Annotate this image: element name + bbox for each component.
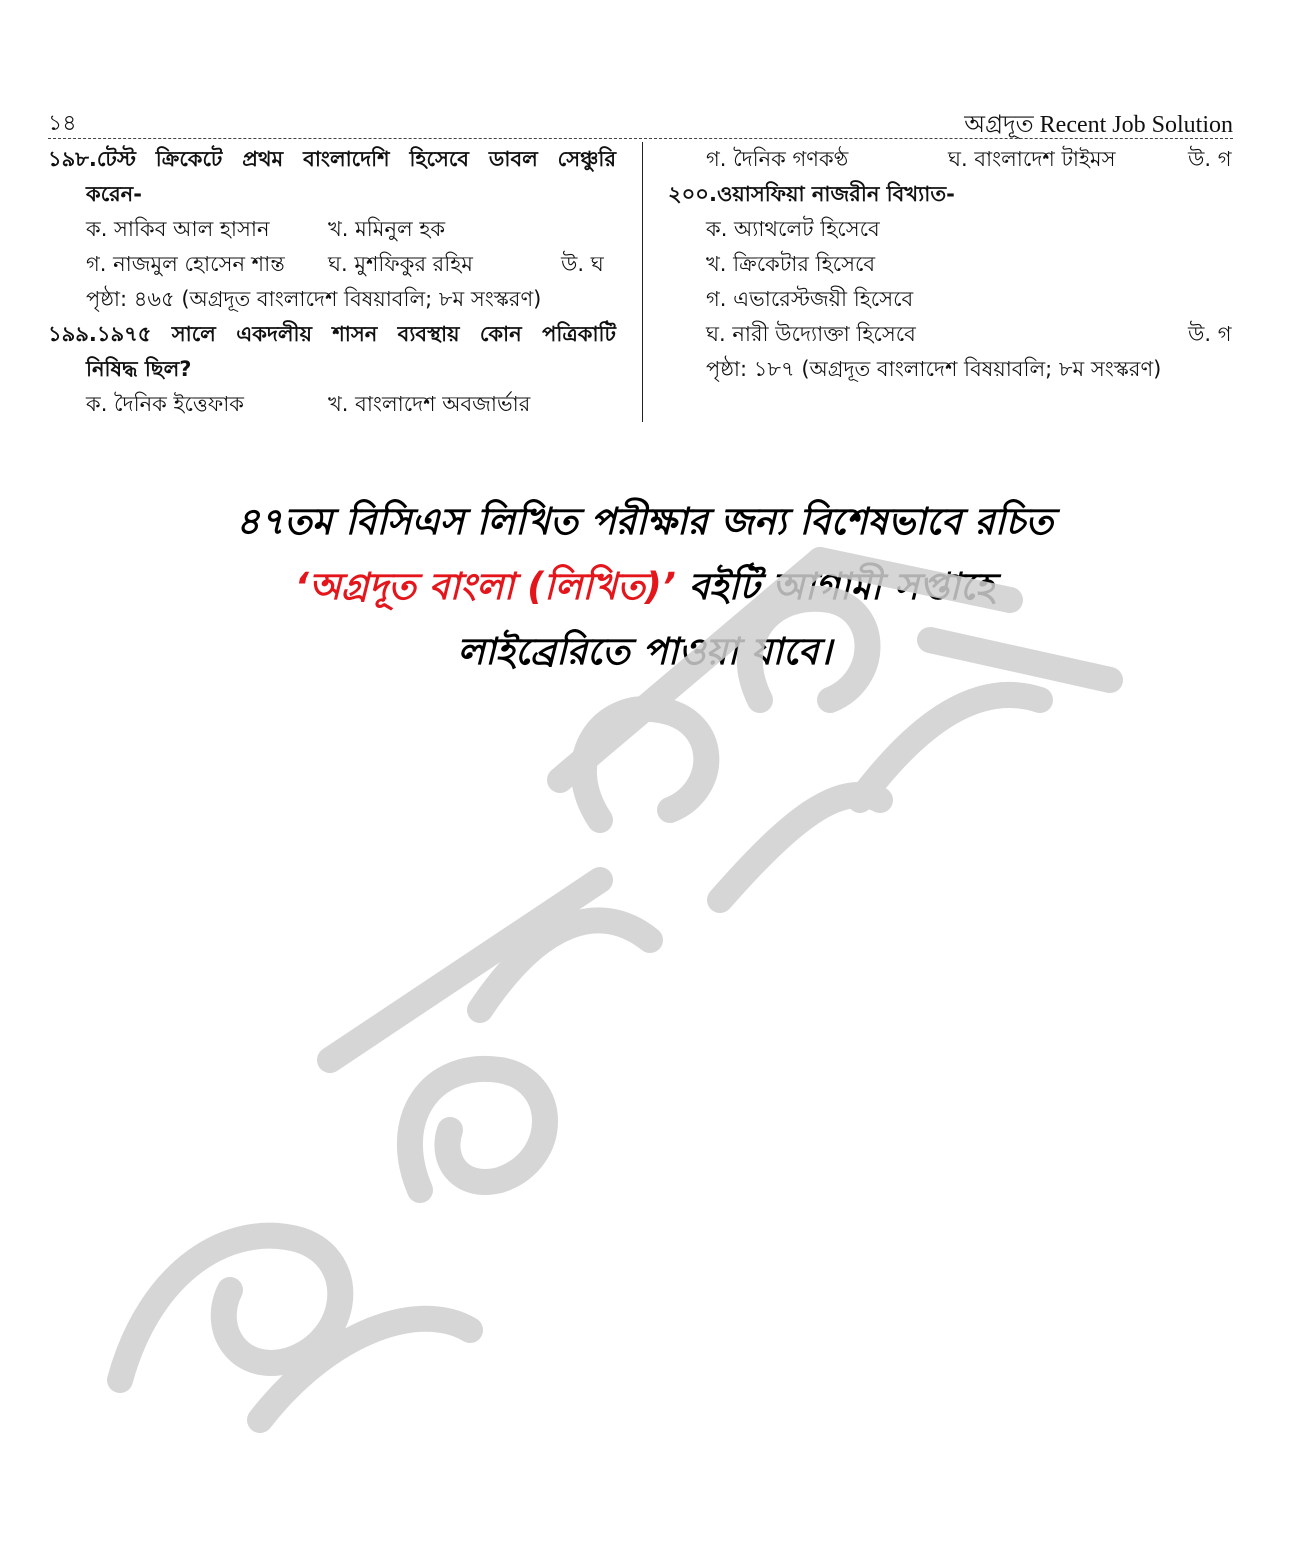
promo-line2-rest: বইটি আগামী সপ্তাহে xyxy=(675,565,995,608)
option-gha: ঘ. বাংলাদেশ টাইমস xyxy=(948,147,1116,171)
question-198-line1: ১৯৮.টেস্ট ক্রিকেটে প্রথম বাংলাদেশি হিসেবে ডাবল সেঞ্চুরি xyxy=(48,147,616,171)
question-198-options-row2 xyxy=(48,247,616,282)
question-200-reference: পৃষ্ঠা: ১৮৭ (অগ্রদূত বাংলাদেশ বিষয়াবলি; ৮ম সংস্করণ) xyxy=(706,357,1162,381)
page-number: ১৪ xyxy=(48,110,77,135)
question-200-option-kha xyxy=(668,247,1233,282)
question-198-options-row1 xyxy=(48,212,616,247)
question-198-reference: পৃষ্ঠা: ৪৬৫ (অগ্রদূত বাংলাদেশ বিষয়াবলি; ৮ম সংস্করণ) xyxy=(86,287,542,311)
option-kha: খ. বাংলাদেশ অবজার্ভার xyxy=(328,392,531,416)
question-200-option-gha xyxy=(668,317,1233,352)
option-gha: ঘ. নারী উদ্যোক্তা হিসেবে xyxy=(706,322,916,346)
promo-book-title: ‘অগ্রদূত বাংলা (লিখিত)’ xyxy=(294,565,676,608)
question-200-option-ka xyxy=(668,212,1233,247)
option-gha: ঘ. মুশফিকুর রহিম xyxy=(328,252,473,276)
question-199-line2: নিষিদ্ধ ছিল? xyxy=(86,357,192,381)
promo-line3: লাইব্রেরিতে পাওয়া যাবে। xyxy=(457,630,832,673)
promo-line2 xyxy=(0,557,1289,620)
option-kha: খ. ক্রিকেটার হিসেবে xyxy=(706,252,876,276)
question-200-line1: ২০০.ওয়াসফিয়া নাজরীন বিখ্যাত- xyxy=(668,182,955,206)
option-ga: গ. এভারেস্টজয়ী হিসেবে xyxy=(706,287,914,311)
promo-line1: ৪৭তম বিসিএস লিখিত পরীক্ষার জন্য বিশেষভাবে রচিত xyxy=(235,500,1054,543)
question-198-line2: করেন- xyxy=(86,182,142,206)
option-kha: খ. মমিনুল হক xyxy=(328,217,446,241)
option-ka: ক. দৈনিক ইত্তেফাক xyxy=(86,392,244,416)
answer-label: উ. ঘ xyxy=(561,252,604,276)
question-199-options-row1 xyxy=(48,387,616,422)
running-title: অগ্রদূত Recent Job Solution xyxy=(964,112,1233,138)
option-ga: গ. নাজমুল হোসেন শান্ত xyxy=(86,252,285,276)
question-200-option-ga xyxy=(668,282,1233,317)
left-column xyxy=(48,142,616,422)
question-199-options-row2 xyxy=(668,142,1233,177)
page-header xyxy=(48,104,1233,139)
option-ka: ক. অ্যাথলেট হিসেবে xyxy=(706,217,880,241)
column-divider xyxy=(642,142,643,422)
answer-label: উ. গ xyxy=(1188,322,1232,346)
right-column xyxy=(668,142,1233,387)
option-ka: ক. সাকিব আল হাসান xyxy=(86,217,270,241)
answer-label: উ. গ xyxy=(1188,147,1232,171)
watermark-strokes xyxy=(120,560,1110,1420)
option-ga: গ. দৈনিক গণকণ্ঠ xyxy=(706,147,849,171)
question-199-line1: ১৯৯.১৯৭৫ সালে একদলীয় শাসন ব্যবস্থায় কোন পত্রিকাটি xyxy=(48,322,616,346)
